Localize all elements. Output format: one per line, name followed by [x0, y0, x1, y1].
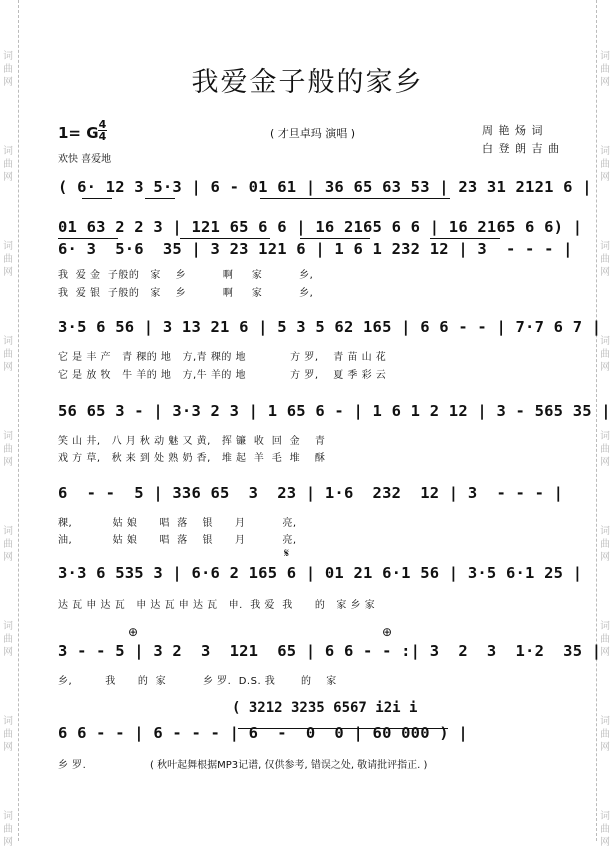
- segno-mark: 𝄋: [284, 546, 290, 560]
- song-title: 我爱金子般的家乡: [191, 67, 424, 98]
- composer-credit: 白 登 朗 吉 曲: [482, 142, 560, 155]
- lyric-row-7: 达 瓦 申 达 瓦 申 达 瓦 申 达 瓦 申. 我 爱 我 的 家 乡 家: [58, 600, 376, 611]
- watermark-char: 词: [3, 431, 13, 442]
- ending-interlude: ( 3212 3235 6567 i2i i: [232, 700, 418, 716]
- notation-row-1: ( 6· 12 3 5·3 | 6 - 01 61 | 36 65 63 53 | 23 31 2121 6 |: [58, 178, 592, 196]
- coda-mark-2: ⊕: [382, 625, 393, 639]
- watermark-char: 词: [3, 51, 13, 62]
- watermark-char: 词: [600, 526, 610, 537]
- watermark-char: 词: [600, 621, 610, 632]
- watermark-char: 曲: [3, 634, 13, 645]
- beam: [145, 198, 175, 199]
- watermark-char: 词: [3, 716, 13, 727]
- watermark-char: 曲: [600, 254, 610, 265]
- watermark-char: 曲: [600, 729, 610, 740]
- watermark-char: 网: [600, 457, 610, 468]
- watermark-char: 曲: [3, 444, 13, 455]
- tempo-marking: 欢快 喜爱地: [58, 154, 112, 165]
- watermark-char: 网: [3, 647, 13, 658]
- beam: [82, 198, 112, 199]
- watermark-char: 词: [600, 51, 610, 62]
- watermark-char: 曲: [600, 444, 610, 455]
- watermark-char: 曲: [600, 824, 610, 835]
- watermark-char: 网: [600, 362, 610, 373]
- lyricist-credit: 周 艳 炀 词: [482, 124, 544, 137]
- watermark-char: 网: [600, 742, 610, 753]
- lyric-row-4a: 它 是 丰 产 青 稞的 地 方,青 稞的 地 方 罗, 青 苗 山 花: [58, 352, 387, 363]
- watermark-char: 网: [600, 267, 610, 278]
- notation-row-6: 6 - - 5 | 336 65 3 23 | 1·6 232 12 | 3 - - - |: [58, 484, 564, 502]
- beam: [238, 728, 448, 729]
- lyric-row-3b: 我 爱 银 子般的 家 乡 啊 家 乡,: [58, 288, 314, 299]
- notation-row-4: 3·5 6 56 | 3 13 21 6 | 5 3 5 62 165 | 6 6 - - | 7·7 6 7 |: [58, 318, 602, 336]
- notation-row-8: 3 - - 5 | 3 2 3 121 65 | 6 6 - - :| 3 2 3 1·2 35 |: [58, 642, 602, 660]
- lyric-row-5b: 戏 方 草, 秋 来 到 处 熟 奶 香, 堆 起 羊 毛 堆 酥: [58, 453, 326, 464]
- watermark-char: 网: [3, 457, 13, 468]
- watermark-char: 网: [3, 172, 13, 183]
- transcriber-note: ( 秋叶起舞根据MP3记谱, 仅供参考, 错误之处, 敬请批评指正. ): [150, 760, 428, 771]
- watermark-char: 网: [600, 77, 610, 88]
- watermark-char: 网: [3, 77, 13, 88]
- watermark-char: 曲: [3, 349, 13, 360]
- watermark-char: 曲: [600, 539, 610, 550]
- lyric-row-8: 乡, 我 的 家 乡 罗. D.S. 我 的 家: [58, 676, 337, 687]
- watermark-char: 词: [3, 621, 13, 632]
- watermark-char: 曲: [3, 64, 13, 75]
- time-signature: [98, 119, 107, 142]
- time-signature-bottom: 4: [98, 130, 107, 143]
- beam: [260, 198, 450, 199]
- notation-row-2: 01 63 2 2 3 | 121 65 6 6 | 16 2165 6 6 | 16 2165 6 6) |: [58, 218, 583, 236]
- singer-credit: ( 才旦卓玛 演唱 ): [270, 127, 356, 140]
- watermark-char: 曲: [600, 64, 610, 75]
- beam: [430, 238, 500, 239]
- beam: [58, 238, 118, 239]
- watermark-char: 网: [3, 552, 13, 563]
- lyric-row-3a: 我 爱 金 子般的 家 乡 啊 家 乡,: [58, 270, 314, 281]
- coda-mark-1: ⊕: [128, 625, 139, 639]
- notation-row-9: 6 6 - - | 6 - - - | 6 - 0 0 | 60 000 ) |: [58, 724, 468, 742]
- watermark-char: 网: [600, 647, 610, 658]
- watermark-char: 词: [600, 336, 610, 347]
- watermark-char: 曲: [3, 729, 13, 740]
- lyric-row-4b: 它 是 放 牧 牛 羊的 地 方,牛 羊的 地 方 罗, 夏 季 彩 云: [58, 370, 387, 381]
- watermark-char: 曲: [600, 634, 610, 645]
- watermark-left: [0, 0, 19, 848]
- watermark-char: 网: [600, 552, 610, 563]
- watermark-char: 曲: [3, 254, 13, 265]
- watermark-char: 网: [600, 172, 610, 183]
- watermark-char: 网: [3, 267, 13, 278]
- lyric-row-5a: 笑 山 井, 八 月 秋 动 魅 又 黄, 挥 镰 收 回 金 青: [58, 436, 326, 447]
- watermark-char: 词: [3, 336, 13, 347]
- watermark-char: 网: [3, 362, 13, 373]
- watermark-char: 词: [3, 526, 13, 537]
- watermark-char: 词: [600, 811, 610, 822]
- lyric-row-6a: 稞, 姑 娘 唱 落 银 月 亮,: [58, 518, 297, 529]
- notation-row-3: 6· 3 5·6 35 | 3 23 121 6 | 1 6 1 232 12 | 3 - - - |: [58, 240, 573, 258]
- watermark-char: 词: [600, 716, 610, 727]
- watermark-char: 曲: [3, 824, 13, 835]
- watermark-char: 网: [3, 837, 13, 848]
- time-signature-top: 4: [98, 118, 107, 131]
- watermark-char: 曲: [600, 349, 610, 360]
- lyric-row-9: 乡 罗.: [58, 760, 87, 771]
- watermark-char: 词: [600, 431, 610, 442]
- beam: [300, 238, 370, 239]
- beam: [180, 238, 270, 239]
- watermark-char: 词: [600, 241, 610, 252]
- notation-row-7: 3·3 6 535 3 | 6·6 2 165 6 | 01 21 6·1 56 | 3·5 6·1 25 |: [58, 564, 583, 582]
- notation-row-5: 56 65 3 - | 3·3 2 3 | 1 65 6 - | 1 6 1 2 12 | 3 - 565 35 |: [58, 402, 611, 420]
- watermark-char: 曲: [3, 539, 13, 550]
- key-signature: 1= G: [58, 124, 99, 142]
- watermark-char: 词: [600, 146, 610, 157]
- watermark-char: 曲: [600, 159, 610, 170]
- watermark-char: 词: [3, 811, 13, 822]
- watermark-char: 词: [3, 241, 13, 252]
- watermark-char: 词: [3, 146, 13, 157]
- watermark-char: 网: [600, 837, 610, 848]
- watermark-char: 网: [3, 742, 13, 753]
- watermark-char: 曲: [3, 159, 13, 170]
- lyric-row-6b: 油, 姑 娘 唱 落 银 月 亮,: [58, 535, 297, 546]
